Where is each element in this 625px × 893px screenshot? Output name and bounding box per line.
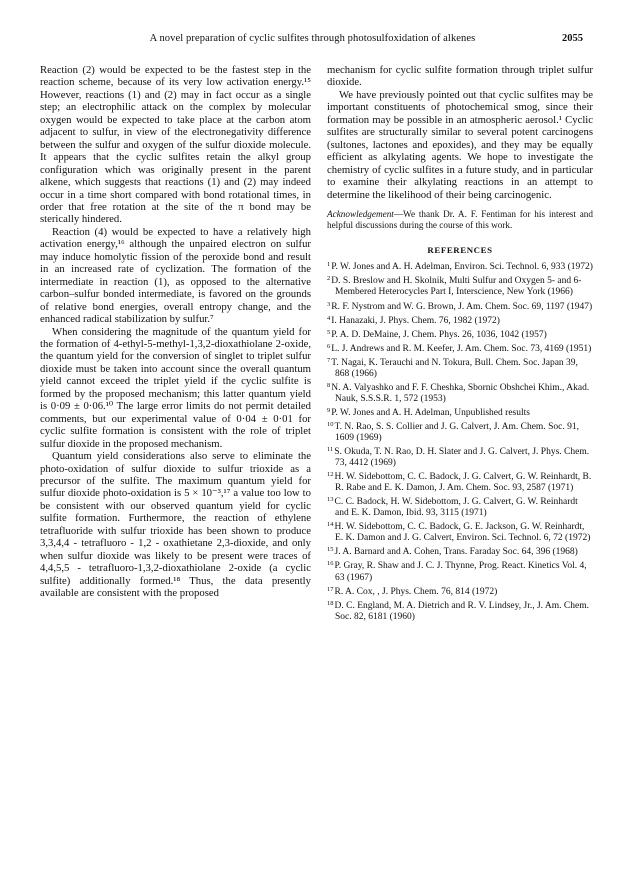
reference-number: 14 [327,521,334,529]
reference-item [327,299,593,313]
reference-number: 15 [327,546,334,554]
paragraph-smog: We have previously pointed out that cyclic sulfites may be important constituents of photochemical smog, since their formation may be possible in an atmospheric aerosol.¹ Cyclic sulfites are structurally similar to several potent carcinogens (sultones, lactones and epoxides), and they may be equally efficient as alkylating agents. We hope to investigate the chemistry of cyclic sulfites in a future study, and in particular to examine their alkylating reactions in an attempt to determine the likelihood of their being carcinogenic. [327,88,593,201]
reference-text: P. A. D. DeMaine, J. Chem. Phys. 26, 1036, 1042 (1957) [331,329,547,340]
reference-item [327,544,593,558]
reference-item [327,598,593,623]
reference-number: 6 [327,342,331,350]
reference-item [327,494,593,519]
reference-number: 16 [327,560,334,568]
paragraph-quantum-yield: When considering the magnitude of the quantum yield for the formation of 4-ethyl-5-methyl-1,3,2-dioxathiolane 2-oxide, the quantum yield for the conversion of singlet to triplet sulfur dioxide must be taken into account since the overall quantum yield cannot exceed the triplet yield if the cyclic sulfite is formed by the proposed mechanism; this latter quantum yield is 0·09 ± 0·06.¹⁰ The large error limits do not permit detailed comments, but our experimental value of 0·04 ± 0·01 for cyclic sulfite formation is consistent with the role of triplet sulfur dioxide in the proposed mechanism. [40,325,311,450]
paragraph-reaction-4: Reaction (4) would be expected to have a relatively high activation energy,¹⁶ although the unpaired electron on sulfur may induce homolytic fission of the peroxide bond and result in an increased rate of cyclization. The formation of the intermediate in reaction (1), as opposed to the alternative carbon–sulfur bonded intermediate, is favored on the grounds of relative bond energies, overall entropy change, and the enhanced radical stabilization by sulfur.⁷ [40,225,311,326]
reference-item [327,405,593,419]
paragraph-reaction-2: Reaction (2) would be expected to be the fastest step in the reaction scheme, because of its very low activation energy.¹⁵ However, reactions (1) and (2) may in fact occur as a single step; an electrophilic attack on the complex by molecular oxygen would be expected to take place at the carbon atom adjacent to sulfur, in view of the electronegativity difference between the sulfur and oxygen of the sulfur dioxide molecule. It appears that the cyclic sulfites retain the alkyl group configuration which was originally present in the parent alkene, which suggests that reactions (1) and (2) may indeed occur in a time short compared with bond rotational times, in order that free rotation at the site of the π bond may be sterically hindered. [40,64,311,226]
reference-text: L. J. Andrews and R. M. Keefer, J. Am. Chem. Soc. 73, 4169 (1951) [331,343,592,354]
paragraph-quantum-considerations: Quantum yield considerations also serve to eliminate the photo-oxidation of sulfur dioxide to sulfur trioxide as a precursor of the sulfite. The maximum quantum yield for sulfur dioxide photo-oxidation is 5 × 10⁻³,¹⁷ a value too low to be consistent with our observed quantum yield for cyclic sulfite formation. Furthermore, the reaction of ethylene tetrafluoride with sulfur trioxide has been shown to produce 3,3,4,4 - tetrafluoro - 1,2 - oxathietane 2,3-dioxide, and only when sulfur dioxide was likely to be present were traces of 4,4,5,5 - tetrafluoro-1,3,2-dioxathiolane 2-oxide (a cyclic sulfite) additionally formed.¹⁸ Thus, the data presently available are consistent with the proposed [40,450,311,600]
references-heading: REFERENCES [427,245,493,256]
reference-text: H. W. Sidebottom, C. C. Badock, G. E. Jackson, G. W. Reinhardt, E. K. Damon and J. G. Calvert, Environ. Sci. Technol. 6, 72 (1972) [334,522,591,544]
reference-text: D. C. England, M. A. Dietrich and R. V. Lindsey, Jr., J. Am. Chem. Soc. 82, 6181 (1960) [334,600,589,622]
acknowledgement [327,209,593,231]
right-column [327,64,593,623]
running-title: A novel preparation of cyclic sulfites through photosulfoxidation of alkenes [149,33,476,44]
reference-text: P. W. Jones and A. H. Adelman, Environ. Sci. Technol. 6, 933 (1972) [331,262,593,273]
reference-text: P. W. Jones and A. H. Adelman, Unpublished results [331,407,530,418]
reference-item [327,469,593,494]
reference-number: 8 [327,381,331,389]
reference-number: 9 [327,406,331,414]
reference-number: 10 [327,420,334,428]
reference-item [327,380,593,405]
reference-text: I. Hanazaki, J. Phys. Chem. 76, 1982 (1972) [331,315,500,326]
reference-item [327,584,593,598]
reference-number: 13 [327,496,334,504]
reference-number: 2 [327,275,331,283]
acknowledgement-text: —We thank Dr. A. F. Fentiman for his interest and helpful discussions during the course of this work. [327,208,593,231]
reference-item [327,341,593,355]
reference-item [327,313,593,327]
reference-number: 18 [327,599,334,607]
reference-text: H. W. Sidebottom, C. C. Badock, J. G. Calvert, G. W. Reinhardt, B. R. Rabe and E. K. Damon, J. Am. Chem. Soc. 93, 2587 (1971) [334,472,592,494]
reference-number: 7 [327,356,331,364]
reference-text: R. A. Cox, , J. Phys. Chem. 76, 814 (1972) [334,586,498,597]
reference-number: 17 [327,585,334,593]
reference-item [327,327,593,341]
reference-text: S. Okuda, T. N. Rao, D. H. Slater and J. G. Calvert, J. Phys. Chem. 73, 4412 (1969) [334,447,590,469]
reference-text: N. A. Valyashko and F. F. Cheshka, Sbornic Obshchei Khim., Akad. Nauk, S.S.S.R. 1, 572 (1953) [331,382,590,404]
left-column [40,64,311,599]
reference-text: J. A. Barnard and A. Cohen, Trans. Faraday Soc. 64, 396 (1968) [334,547,578,558]
reference-item [327,259,593,273]
page-number: 2055 [562,33,583,44]
reference-list [327,259,593,622]
acknowledgement-label: Acknowledgement [327,208,394,219]
reference-number: 1 [327,261,331,269]
reference-item [327,519,593,544]
page-header [0,33,625,49]
reference-number: 5 [327,328,331,336]
paragraph-continuation: mechanism for cyclic sulfite formation through triplet sulfur dioxide. [327,64,593,89]
reference-text: T. N. Rao, S. S. Collier and J. G. Calvert, J. Am. Chem. Soc. 91, 1609 (1969) [334,421,579,443]
reference-item [327,444,593,469]
reference-text: D. S. Breslow and H. Skolnik, Multi Sulfur and Oxygen 5- and 6-Membered Heterocycles Part I, Interscience, New York (1966) [331,276,582,298]
reference-item [327,355,593,380]
reference-number: 3 [327,300,331,308]
reference-text: C. C. Badock, H. W. Sidebottom, J. G. Calvert, G. W. Reinhardt and E. K. Damon, Ibid. 93, 3115 (1971) [334,497,578,519]
reference-number: 11 [327,446,334,454]
reference-text: T. Nagai, K. Terauchi and N. Tokura, Bull. Chem. Soc. Japan 39, 868 (1966) [331,357,578,379]
reference-number: 4 [327,314,331,322]
reference-text: P. Gray, R. Shaw and J. C. J. Thynne, Prog. React. Kinetics Vol. 4, 63 (1967) [334,561,587,583]
reference-text: R. F. Nystrom and W. G. Brown, J. Am. Chem. Soc. 69, 1197 (1947) [331,301,593,312]
reference-item [327,558,593,583]
reference-item [327,419,593,444]
reference-item [327,273,593,298]
reference-number: 12 [327,471,334,479]
